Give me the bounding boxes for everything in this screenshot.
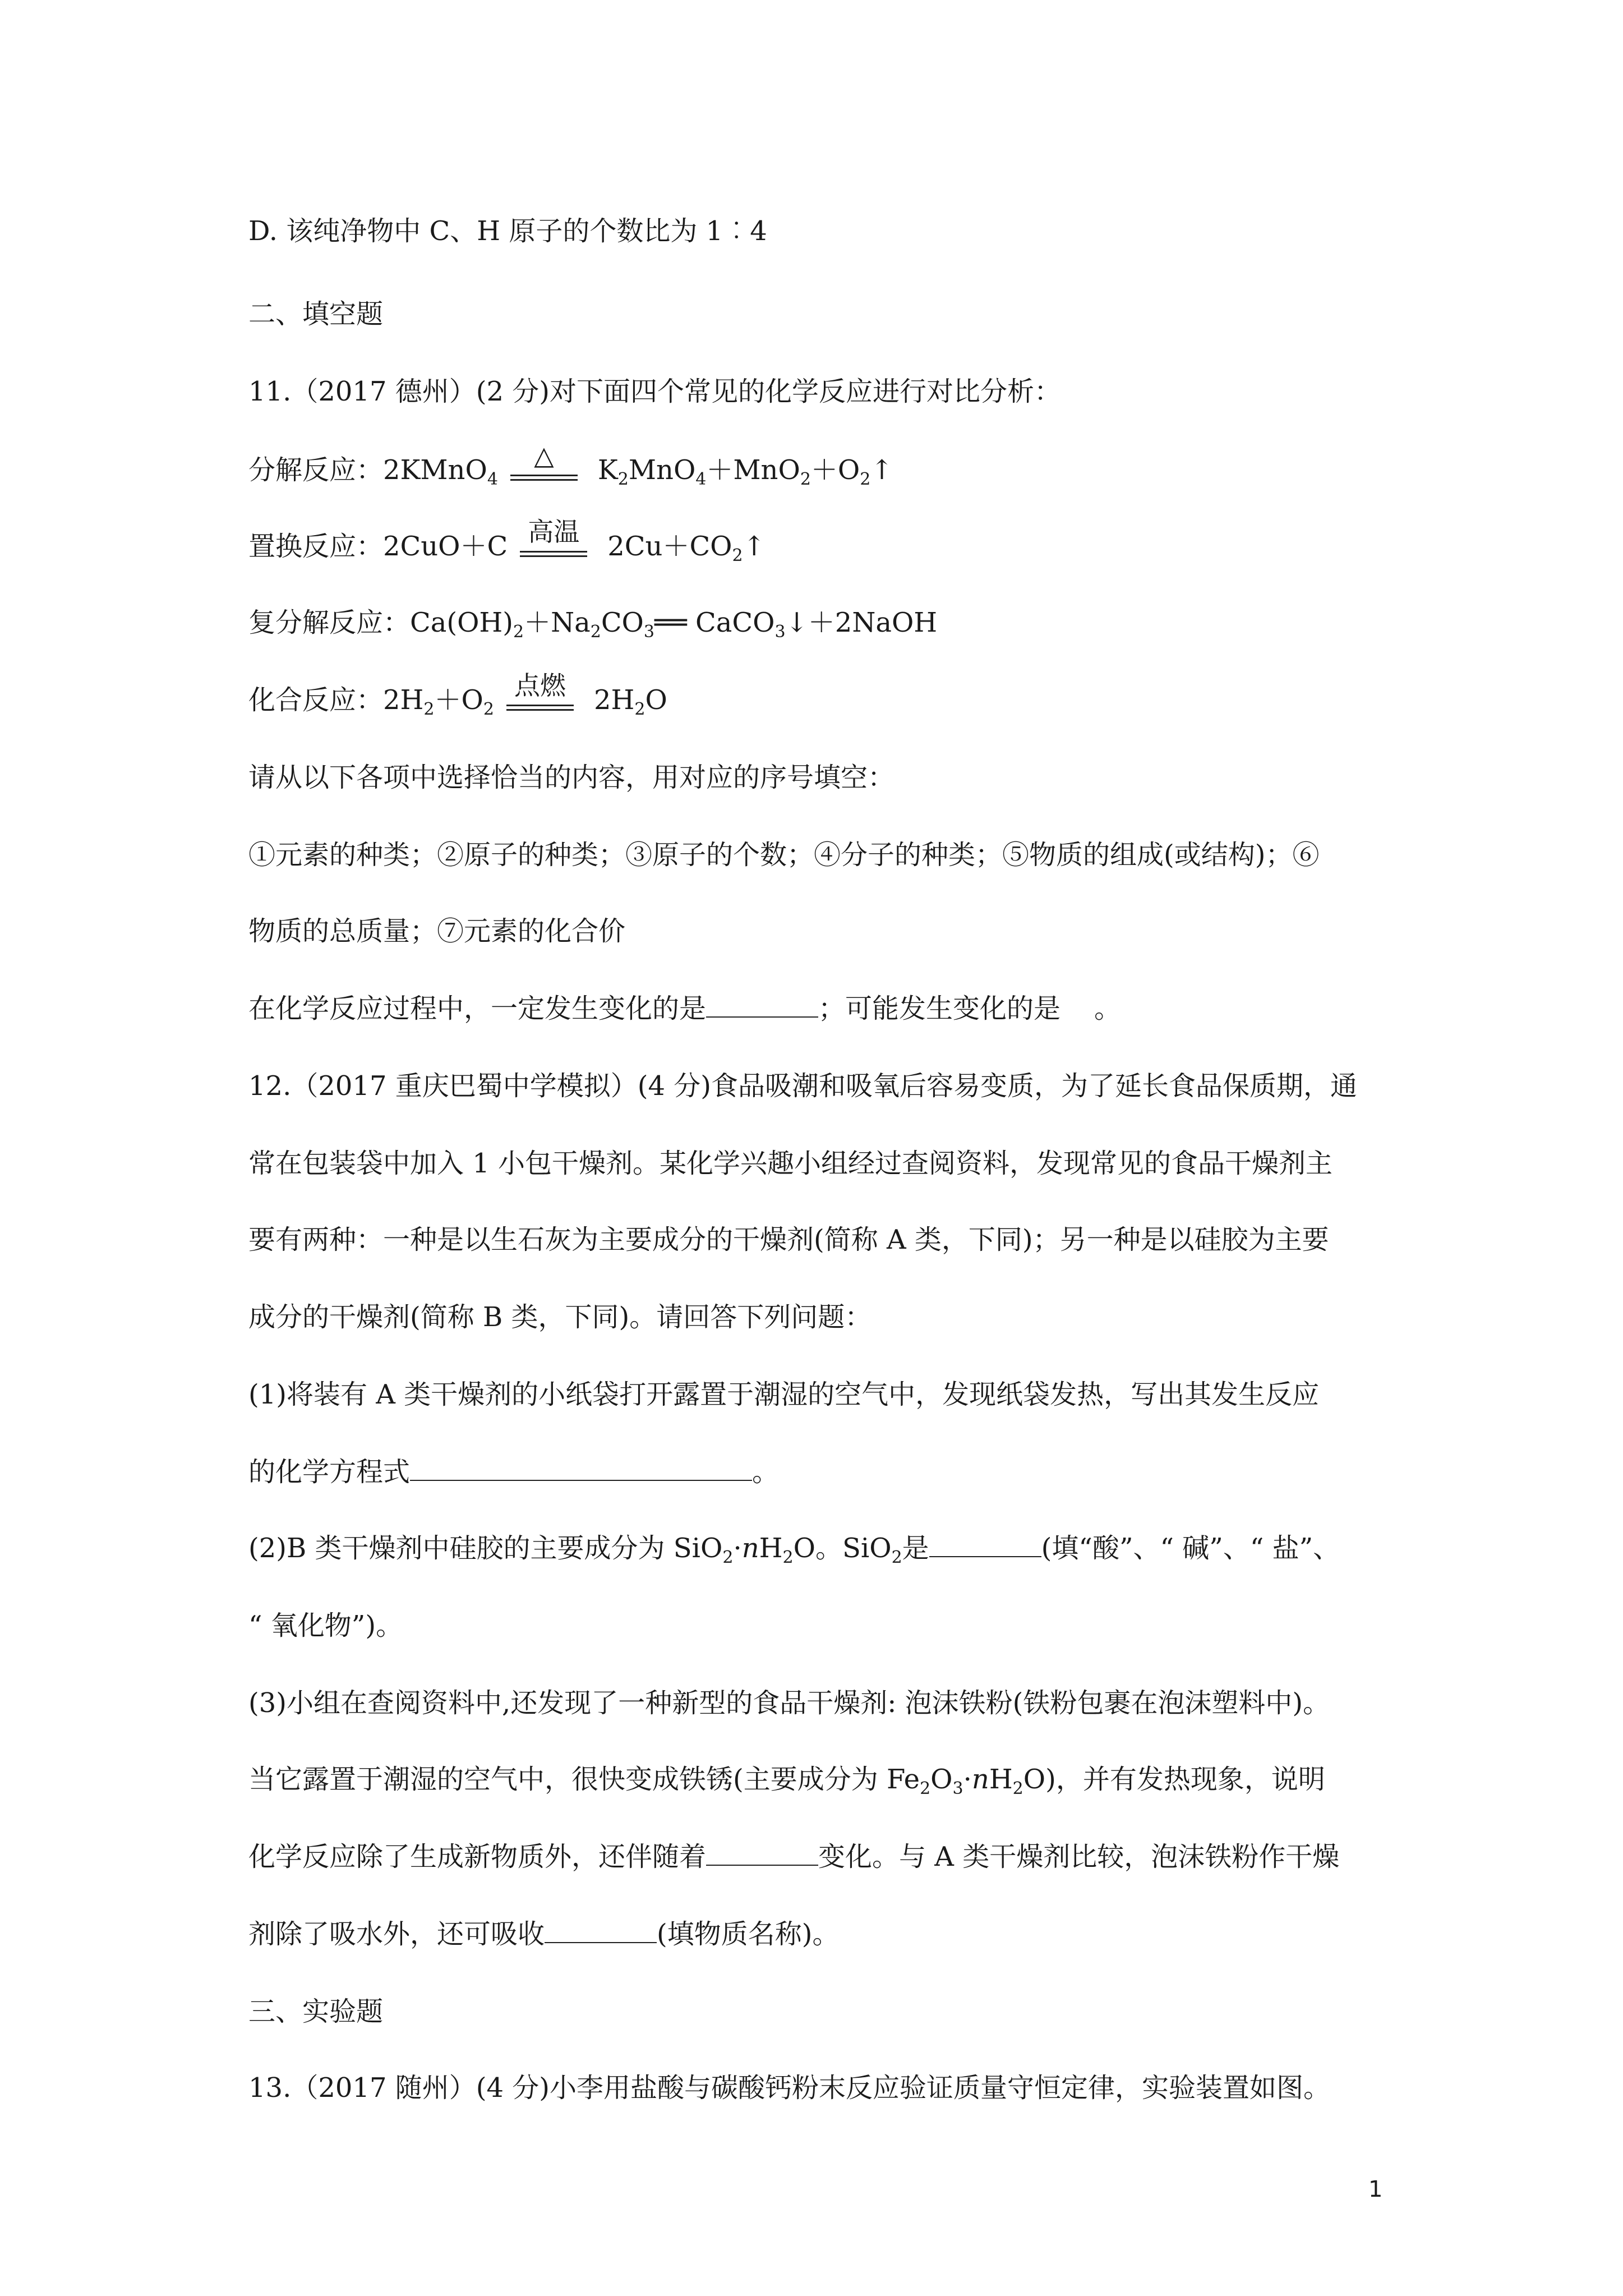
condition-high-temp: 高温 bbox=[520, 532, 587, 565]
answer-blank-equation[interactable] bbox=[410, 1455, 752, 1481]
part-1-line-2: 的化学方程式 。 bbox=[248, 1456, 780, 1488]
question-12-line-4: 成分的干燥剂(简称 B 类，下同)。请回答下列问题： bbox=[248, 1301, 872, 1333]
condition-ignite: 点燃 bbox=[506, 685, 574, 719]
answer-blank-sio2-class[interactable] bbox=[929, 1531, 1041, 1557]
part-1-line-1: (1)将装有 A 类干燥剂的小纸袋打开露置于潮湿的空气中，发现纸袋发热，写出其发生反应 bbox=[248, 1379, 1320, 1410]
fill-blank-11: 在化学反应过程中，一定发生变化的是 ；可能发生变化的是 。 bbox=[248, 993, 1122, 1024]
answer-blank-absorb[interactable] bbox=[545, 1917, 657, 1943]
page-number: 1 bbox=[1368, 2177, 1383, 2202]
part-3-line-3: 化学反应除了生成新物质外，还伴随着 变化。与 A 类干燥剂比较，泡沫铁粉作干燥 bbox=[248, 1841, 1340, 1872]
question-13-stem: 13.（2017 随州）(4 分)小李用盐酸与碳酸钙粉末反应验证质量守恒定律，实验装置如图。 bbox=[248, 2072, 1331, 2104]
section-heading-experiment: 三、实验题 bbox=[248, 1996, 384, 2027]
question-12-line-2: 常在包装袋中加入 1 小包干燥剂。某化学兴趣小组经过查阅资料，发现常见的食品干燥剂主 bbox=[248, 1148, 1333, 1179]
reaction-combination: 化合反应：$2H_2+O_2$ 点燃 $2H_2O$ bbox=[248, 670, 667, 719]
question-12-line-3: 要有两种：一种是以生石灰为主要成分的干燥剂(简称 A 类，下同)；另一种是以硅胶为主要 bbox=[248, 1224, 1329, 1255]
part-2-line-1: (2)B 类干燥剂中硅胶的主要成分为 $SiO_2\cdot nH_2O$。SiO$_2$是 (填“酸”、“ 碱”、“ 盐”、 bbox=[248, 1533, 1340, 1567]
section-heading-fill-in: 二、填空题 bbox=[248, 298, 384, 330]
answer-blank-energy-change[interactable] bbox=[706, 1840, 818, 1866]
options-line-1: ①元素的种类；②原子的种类；③原子的个数；④分子的种类；⑤物质的组成(或结构)；⑥ bbox=[248, 839, 1320, 871]
options-line-2: 物质的总质量；⑦元素的化合价 bbox=[248, 915, 626, 947]
reaction-decomposition: 分解反应：2KMnO$_4$ △ $K_2MnO_4+MnO_2+O_2↑$ bbox=[248, 440, 893, 489]
question-11-stem: 11.（2017 德州）(2 分)对下面四个常见的化学反应进行对比分析： bbox=[248, 376, 1062, 407]
reaction-displacement: 置换反应：2CuO＋C 高温 $2Cu+CO_2↑$ bbox=[248, 516, 766, 565]
option-d: D. 该纯净物中 C、H 原子的个数比为 1︰4 bbox=[248, 215, 767, 247]
part-2-line-2: “ 氧化物”)。 bbox=[248, 1610, 403, 1641]
choose-instruction: 请从以下各项中选择恰当的内容，用对应的序号填空： bbox=[248, 762, 895, 793]
reaction-double-decomposition: 复分解反应：$Ca(OH)_2+Na_2CO_3══$ CaCO$_3$↓＋2NaOH bbox=[248, 607, 938, 642]
part-3-line-1: (3)小组在查阅资料中,还发现了一种新型的食品干燥剂: 泡沫铁粉(铁粉包裹在泡沫塑料中)。 bbox=[248, 1687, 1330, 1719]
answer-blank-must-change[interactable] bbox=[706, 992, 818, 1018]
part-3-line-4: 剂除了吸水外，还可吸收 (填物质名称)。 bbox=[248, 1918, 840, 1950]
condition-heat: △ bbox=[510, 455, 578, 489]
question-12-line-1: 12.（2017 重庆巴蜀中学模拟）(4 分)食品吸潮和吸氧后容易变质，为了延长食品保质期，通 bbox=[248, 1070, 1358, 1102]
part-3-line-2: 当它露置于潮湿的空气中，很快变成铁锈(主要成分为 $Fe_2O_3\cdot nH_2O$)，并有发热现象，说明 bbox=[248, 1764, 1325, 1798]
